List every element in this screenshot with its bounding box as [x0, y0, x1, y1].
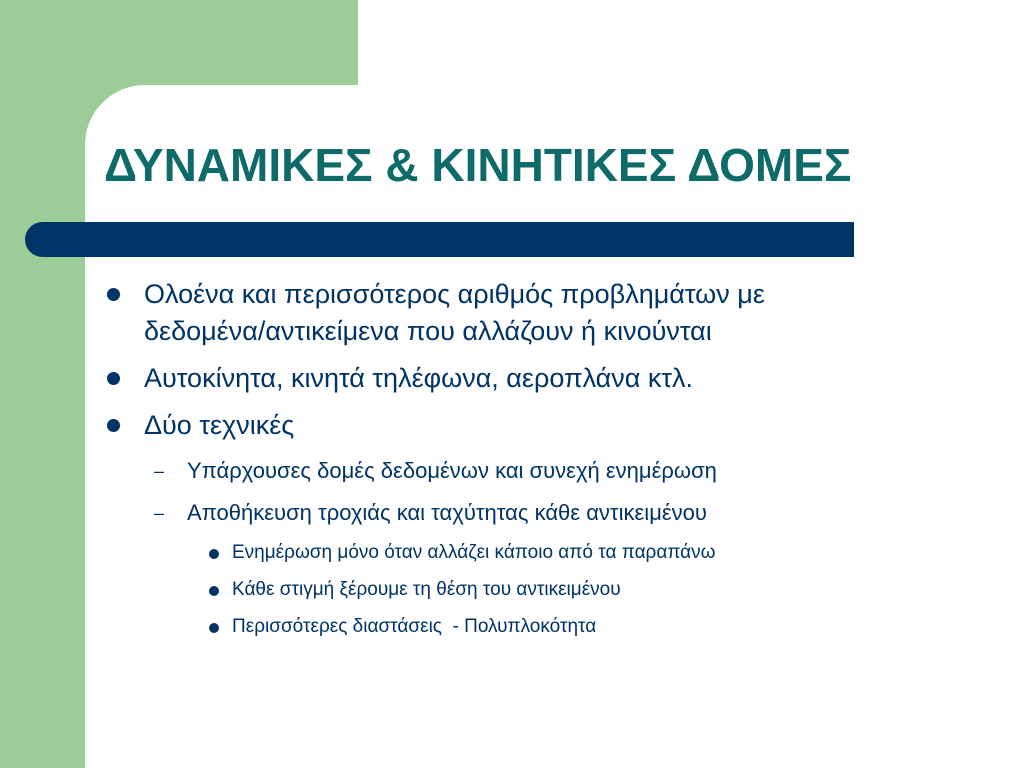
bullet-dot-icon: [107, 419, 120, 432]
bullet-item: [100, 276, 980, 350]
bullet-dot-icon: [107, 288, 120, 301]
sub-sub-bullet-text: Περισσότερες διαστάσεις - Πολυπλοκότητα: [232, 616, 597, 637]
sub-bullet-text: Αποθήκευση τροχιάς και ταχύτητας κάθε αντικειμένου: [187, 500, 707, 525]
slide-title: ΔΥΝΑΜΙΚΕΣ & ΚΙΝΗΤΙΚΕΣ ΔΟΜΕΣ: [104, 139, 852, 191]
bullet-text: Ολοένα και περισσότερος αριθμός προβλημάτων με: [144, 279, 765, 309]
bullet-dot-icon: [107, 372, 120, 385]
sub-bullet-item: [100, 498, 980, 528]
sub-sub-bullet-text: Ενημέρωση μόνο όταν αλλάζει κάποιο από τα παραπάνω: [232, 542, 716, 563]
bullet-dot-icon: [209, 623, 219, 633]
sub-sub-bullet-text: Κάθε στιγμή ξέρουμε τη θέση του αντικειμένου: [232, 579, 621, 600]
sub-bullet-text: Υπάρχουσες δομές δεδομένων και συνεχή ενημέρωση: [187, 458, 717, 483]
bullet-dot-icon: [209, 549, 219, 559]
sub-bullet-item: [100, 456, 980, 486]
title-underline-bar: [25, 222, 854, 257]
bullet-dot-icon: [209, 586, 219, 596]
bullet-item: [100, 360, 980, 397]
sub-sub-bullet-item: [100, 614, 980, 640]
dash-icon: –: [154, 503, 165, 523]
sub-sub-bullet-item: [100, 540, 980, 566]
sub-sub-bullet-item: [100, 577, 980, 603]
bullet-text: Αυτοκίνητα, κινητά τηλέφωνα, αεροπλάνα κτλ.: [144, 363, 694, 393]
dash-icon: –: [154, 461, 165, 481]
bullet-list: [100, 276, 980, 651]
bullet-item: [100, 407, 980, 444]
bullet-text: Δύο τεχνικές: [144, 410, 295, 440]
bullet-text-continued: δεδομένα/αντικείμενα που αλλάζουν ή κινούνται: [144, 316, 712, 346]
